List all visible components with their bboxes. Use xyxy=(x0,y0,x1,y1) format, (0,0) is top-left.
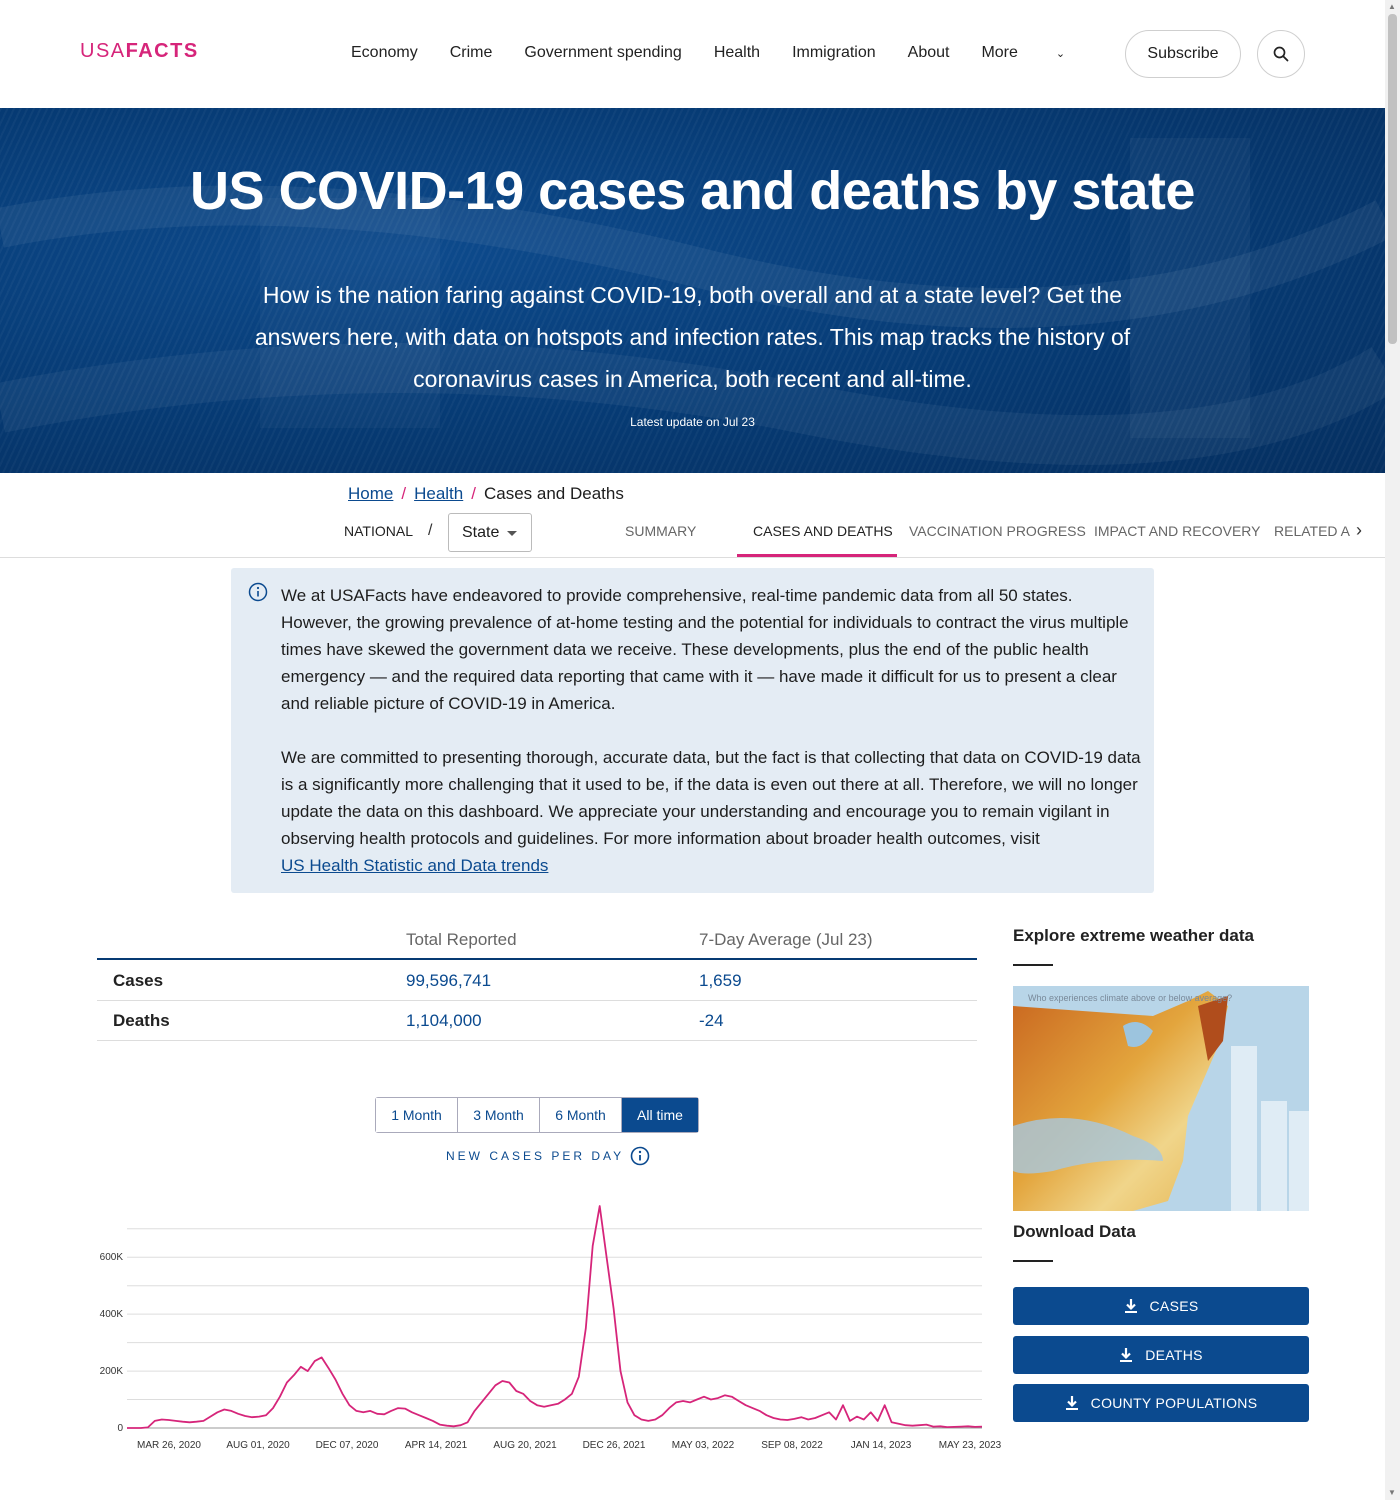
heading-rule xyxy=(1013,964,1053,966)
y-tick-label: 400K xyxy=(99,1309,123,1321)
deaths-total: 1,104,000 xyxy=(406,1011,482,1030)
download-deaths-button[interactable] xyxy=(1013,1336,1309,1374)
national-link[interactable]: NATIONAL xyxy=(344,523,413,539)
stats-header xyxy=(97,920,977,960)
col-total-reported: Total Reported xyxy=(406,930,517,949)
download-icon xyxy=(1119,1347,1133,1363)
heading-rule xyxy=(1013,1260,1053,1262)
info-icon[interactable] xyxy=(630,1146,650,1166)
latest-update: Latest update on Jul 23 xyxy=(630,415,755,429)
breadcrumb xyxy=(348,484,624,504)
site-header xyxy=(0,0,1385,108)
download-label: CASES xyxy=(1149,1298,1199,1314)
nav-immigration[interactable]: Immigration xyxy=(792,44,876,61)
chevron-down-icon: ⌄ xyxy=(1055,48,1066,60)
cases-average: 1,659 xyxy=(699,971,742,990)
breadcrumb-home[interactable]: Home xyxy=(348,484,394,503)
page-description: How is the nation faring against COVID-19, both overall and at a state level? Get the answers here, with data on hotspots and infection rates. This map tracks the history of coronavirus cases in America, both recent and all-time. xyxy=(254,282,1131,392)
page-scrollbar[interactable] xyxy=(1385,0,1400,1500)
nav-more-label: More xyxy=(981,44,1018,61)
x-tick-label: MAY 03, 2022 xyxy=(671,1440,735,1451)
x-tick-label: AUG 01, 2020 xyxy=(226,1440,290,1451)
x-tick-label: DEC 07, 2020 xyxy=(315,1440,379,1451)
cases-total: 99,596,741 xyxy=(406,971,492,990)
x-tick-label: AUG 20, 2021 xyxy=(493,1440,557,1451)
x-tick-label: JAN 14, 2023 xyxy=(850,1440,912,1451)
subscribe-button[interactable]: Subscribe xyxy=(1125,30,1241,78)
row-label: Deaths xyxy=(113,1011,170,1030)
search-button[interactable] xyxy=(1257,30,1305,78)
download-heading: Download Data xyxy=(1013,1222,1136,1241)
y-tick-label: 600K xyxy=(99,1252,123,1264)
scroll-down-arrow-icon[interactable]: ▼ xyxy=(1388,1488,1396,1497)
y-tick-label: 200K xyxy=(99,1366,123,1378)
row-label: Cases xyxy=(113,971,164,990)
page-title: US COVID-19 cases and deaths by state xyxy=(190,161,1195,221)
chevron-right-icon[interactable]: › xyxy=(1356,520,1362,540)
time-range-selector xyxy=(375,1097,699,1133)
range-1-month-button[interactable]: 1 Month xyxy=(376,1098,458,1132)
breadcrumb-separator: / xyxy=(401,484,407,503)
download-label: DEATHS xyxy=(1145,1347,1203,1363)
usafacts-logo[interactable]: USAFACTS xyxy=(80,40,199,62)
col-seven-day-average: 7-Day Average (Jul 23) xyxy=(699,930,873,949)
breadcrumb-separator: / xyxy=(471,484,476,503)
tab-summary[interactable]: SUMMARY xyxy=(625,523,697,539)
x-tick-label: MAR 26, 2020 xyxy=(137,1440,201,1451)
nav-crime[interactable]: Crime xyxy=(449,44,493,61)
search-icon xyxy=(1273,46,1289,62)
range-3-month-button[interactable]: 3 Month xyxy=(458,1098,540,1132)
main-nav xyxy=(351,44,1129,62)
notice-paragraph: We at USAFacts have endeavored to provide comprehensive, real-time pandemic data from all 50 states. However, the growing prevalence of at-home testing and the potential for individuals to contract the virus multiple times have skewed the government data we receive. These developments, plus the end of the public health emergency — and the required data reporting that came with it — have made it difficult for us to present a clear and reliable picture of COVID-19 in America. xyxy=(281,586,1129,713)
nav-economy[interactable]: Economy xyxy=(351,44,418,61)
section-tabs xyxy=(0,512,1385,558)
cases-line-chart xyxy=(90,1200,1002,1460)
download-county-populations-button[interactable] xyxy=(1013,1384,1309,1422)
nav-more[interactable] xyxy=(981,44,1097,62)
weather-map-graphic xyxy=(1013,986,1309,1211)
download-cases-button[interactable] xyxy=(1013,1287,1309,1325)
download-icon xyxy=(1065,1395,1079,1411)
nav-health[interactable]: Health xyxy=(713,44,761,61)
weather-map-image[interactable] xyxy=(1013,986,1309,1211)
range-all-time-button[interactable]: All time xyxy=(622,1098,698,1132)
hero-banner xyxy=(0,108,1385,473)
scrollbar-thumb[interactable] xyxy=(1388,14,1397,344)
notice-paragraph xyxy=(281,744,1141,879)
x-tick-label: SEP 08, 2022 xyxy=(761,1440,823,1451)
weather-heading: Explore extreme weather data xyxy=(1013,926,1254,945)
data-notice xyxy=(231,568,1154,893)
table-row xyxy=(97,1001,977,1041)
x-tick-label: DEC 26, 2021 xyxy=(582,1440,646,1451)
tab-related[interactable]: RELATED A xyxy=(1274,523,1350,539)
x-tick-label: MAY 23, 2023 xyxy=(938,1440,1002,1451)
active-tab-indicator xyxy=(737,554,897,557)
tab-vaccination-progress[interactable]: VACCINATION PROGRESS xyxy=(909,523,1086,539)
nav-about[interactable]: About xyxy=(907,44,950,61)
weather-map-caption: Who experiences climate above or below average? xyxy=(1028,993,1233,1003)
breadcrumb-health[interactable]: Health xyxy=(414,484,464,503)
x-tick-label: APR 14, 2021 xyxy=(404,1440,468,1451)
info-icon xyxy=(248,582,268,602)
state-dropdown[interactable] xyxy=(448,513,532,552)
state-dropdown-value: State xyxy=(462,523,500,541)
nav-separator: / xyxy=(428,522,433,539)
nav-government-spending[interactable]: Government spending xyxy=(524,44,682,61)
notice-text: We are committed to presenting thorough, accurate data, but the fact is that collecting that data on COVID-19 data is a significantly more challenging that it used to be, if the data is even out there at all. Therefore, we will no longer update the data on this dashboard. We appreciate your understanding and encourage you to remain vigilant in observing health protocols and guidelines. For more information about broader health outcomes, visit xyxy=(281,748,1141,848)
deaths-average: -24 xyxy=(699,1011,724,1030)
range-6-month-button[interactable]: 6 Month xyxy=(540,1098,622,1132)
health-trends-link[interactable]: US Health Statistic and Data trends xyxy=(281,856,549,875)
chart-title-text: NEW CASES PER DAY xyxy=(446,1149,625,1163)
caret-down-icon xyxy=(507,531,517,536)
breadcrumb-current: Cases and Deaths xyxy=(483,484,624,503)
scroll-up-arrow-icon[interactable]: ▲ xyxy=(1388,2,1396,11)
tab-impact-and-recovery[interactable]: IMPACT AND RECOVERY xyxy=(1094,523,1261,539)
download-label: COUNTY POPULATIONS xyxy=(1090,1395,1258,1411)
tab-cases-and-deaths[interactable]: CASES AND DEATHS xyxy=(753,523,893,539)
chart-title xyxy=(446,1146,650,1166)
cases-series-line xyxy=(127,1206,982,1428)
table-row xyxy=(97,961,977,1001)
download-icon xyxy=(1124,1298,1138,1314)
y-tick-label: 0 xyxy=(117,1423,123,1434)
